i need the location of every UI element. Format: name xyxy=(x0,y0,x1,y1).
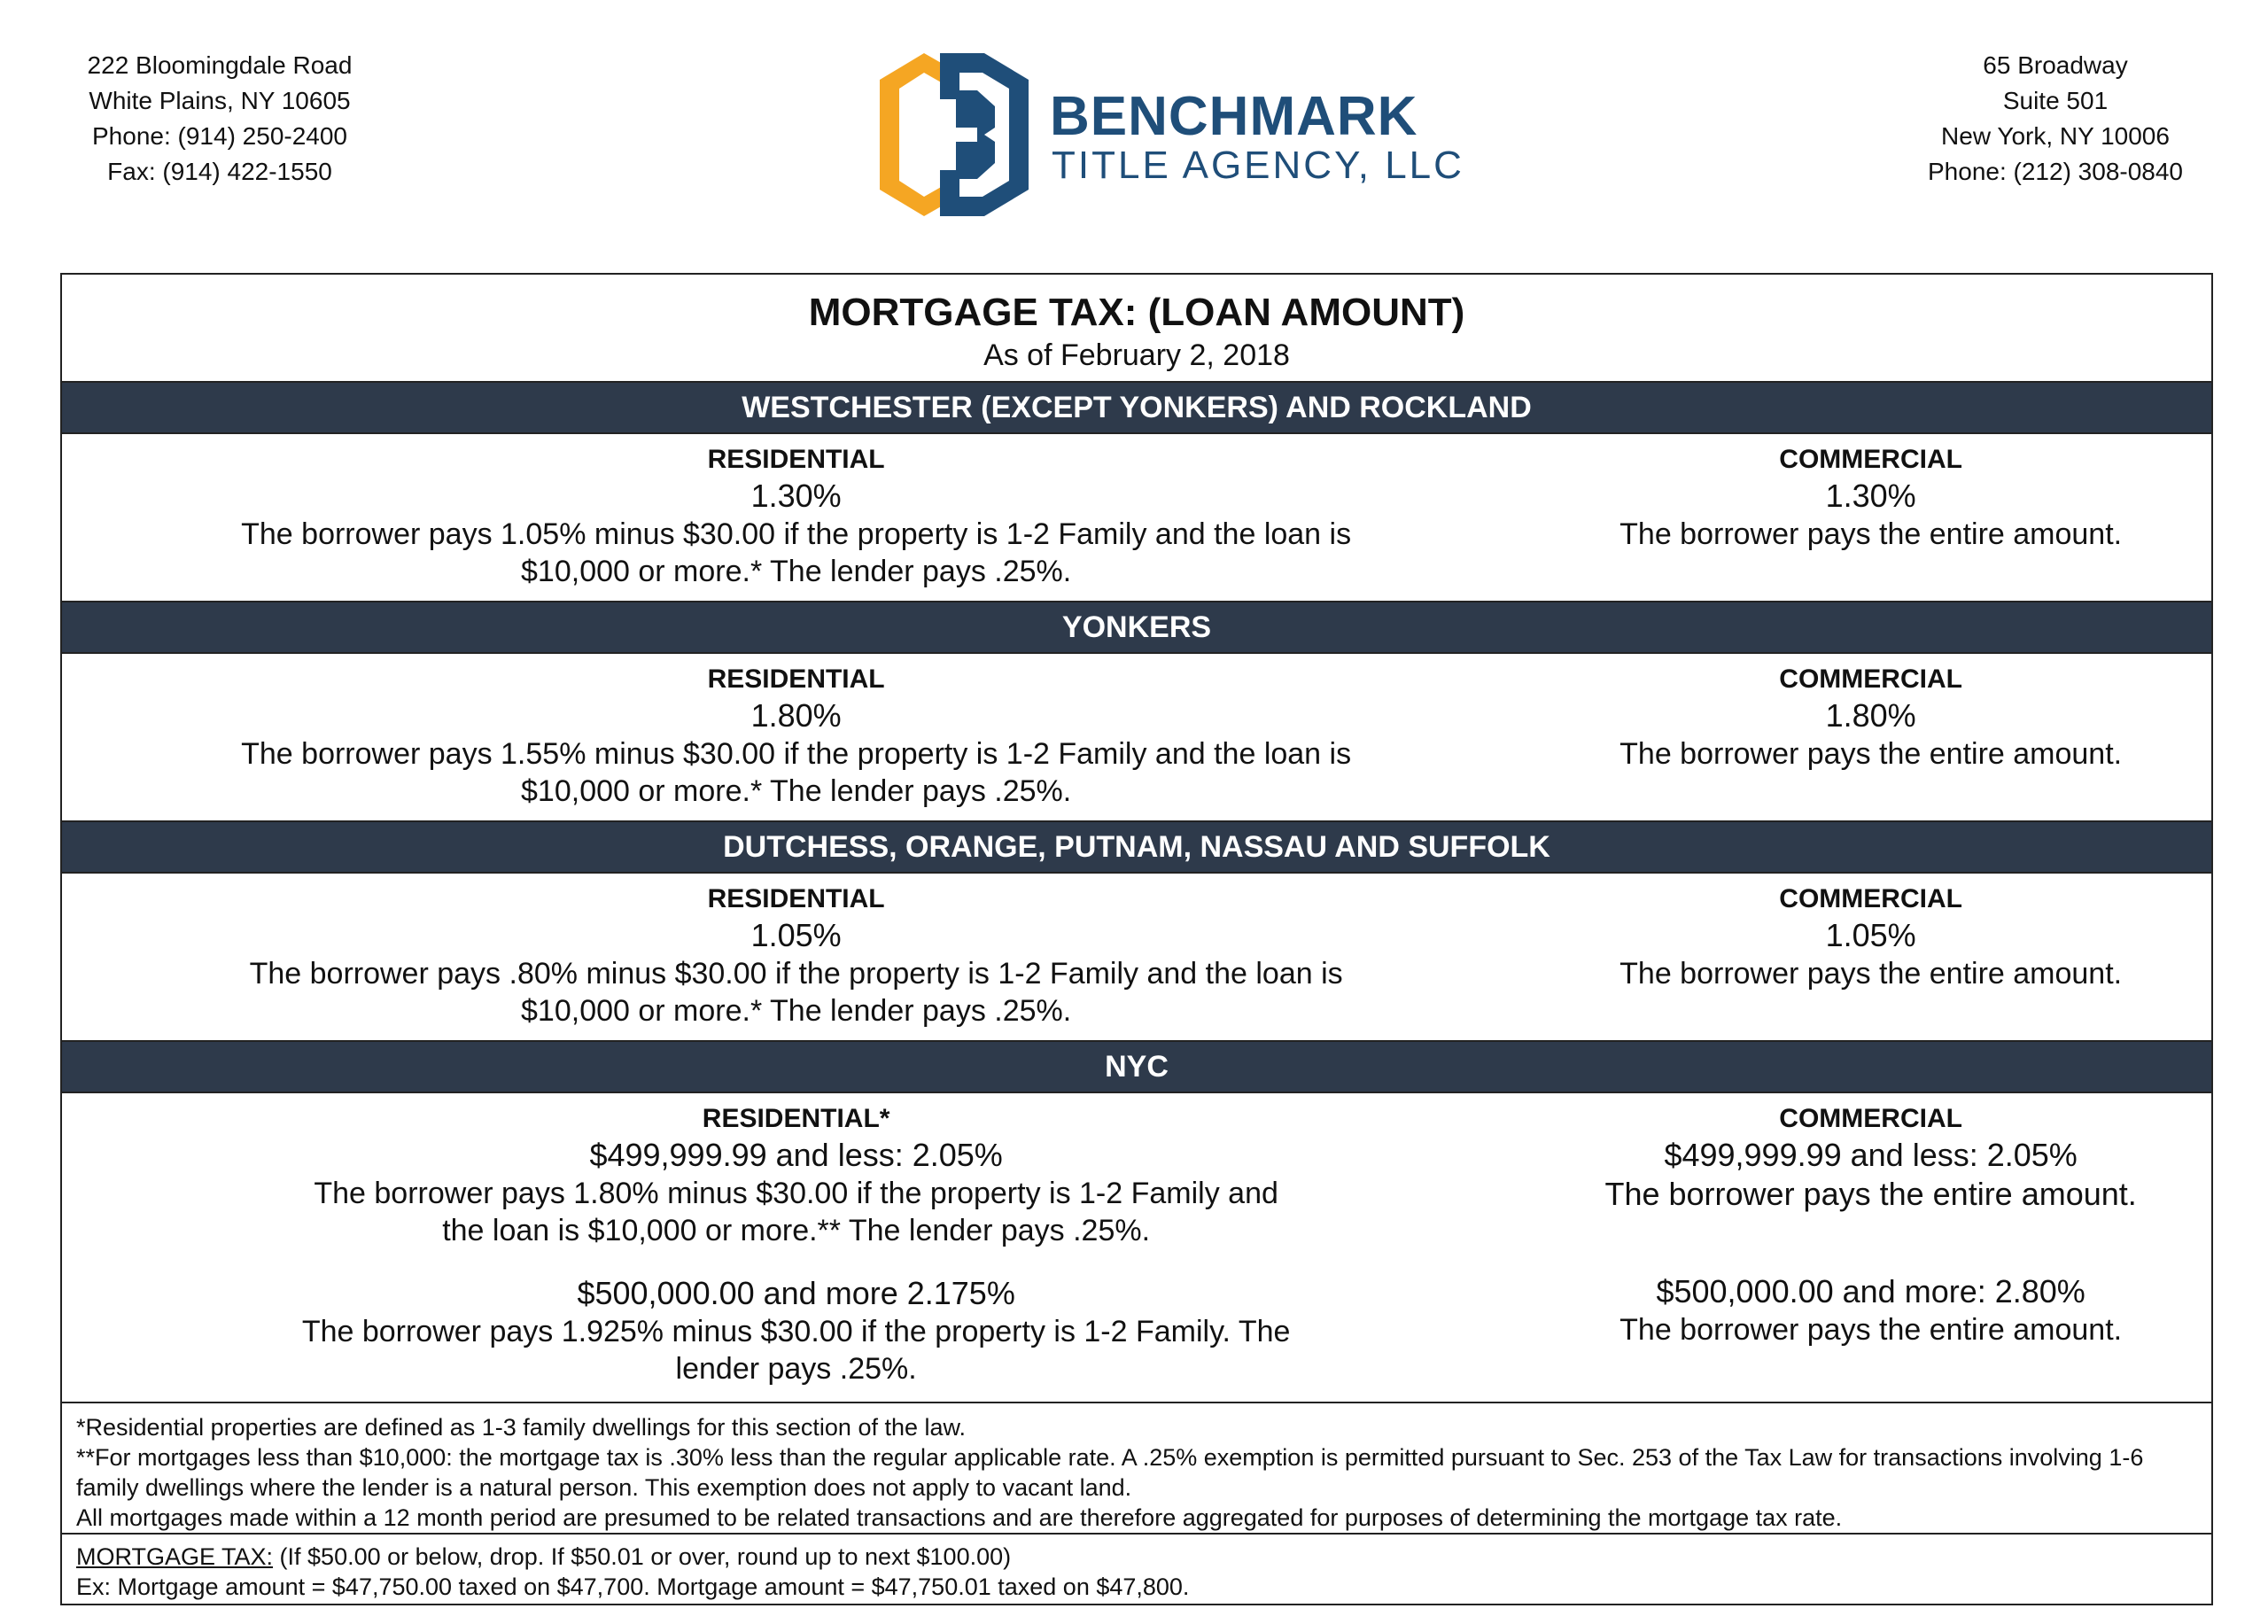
commercial-tier1-rate: $499,999.99 and less: 2.05% xyxy=(1664,1137,2078,1173)
residential-tier2-description: The borrower pays 1.925% minus $30.00 if the property is 1-2 Family. The lender pays .25%. xyxy=(301,1315,1291,1386)
address-line: New York, NY 10006 xyxy=(1941,122,2170,150)
address-line: 222 Bloomingdale Road xyxy=(87,51,353,79)
residential-tier1-description: The borrower pays 1.80% minus $30.00 if the property is 1-2 Family and the loan is $10,000 or more.** The lender pays .25%. xyxy=(314,1177,1278,1247)
section-band-nyc: NYC xyxy=(62,1040,2211,1093)
commercial-heading: COMMERCIAL xyxy=(1779,884,1962,913)
rule-example: Ex: Mortgage amount = $47,750.00 taxed on $47,700. Mortgage amount = $47,750.01 taxed on $47,800. xyxy=(76,1573,1190,1600)
phone-line: Phone: (212) 308-0840 xyxy=(1928,158,2183,185)
section-row-yonkers xyxy=(62,654,2211,820)
residential-column xyxy=(62,434,1530,601)
section-band-yonkers: YONKERS xyxy=(62,601,2211,654)
commercial-column xyxy=(1530,434,2211,601)
footnote: All mortgages made within a 12 month period are presumed to be related transactions and are therefore aggregated for purposes of determining the mortgage tax rate. xyxy=(76,1504,1843,1531)
residential-description: The borrower pays 1.05% minus $30.00 if the property is 1-2 Family and the loan is $10,000 or more.* The lender pays .25%. xyxy=(241,517,1352,588)
commercial-rate: 1.05% xyxy=(1825,917,1916,953)
logo-subtitle: TITLE AGENCY, LLC xyxy=(1052,144,1464,187)
residential-rate: 1.05% xyxy=(750,917,842,953)
residential-description: The borrower pays 1.55% minus $30.00 if the property is 1-2 Family and the loan is $10,000 or more.* The lender pays .25%. xyxy=(241,737,1352,808)
address-line: Suite 501 xyxy=(2002,87,2109,114)
commercial-column xyxy=(1530,654,2211,820)
residential-column xyxy=(62,654,1530,820)
as-of-date: As of February 2, 2018 xyxy=(983,338,1290,372)
residential-column xyxy=(62,874,1530,1040)
commercial-tier1-description: The borrower pays the entire amount. xyxy=(1604,1176,2137,1212)
fax-line: Fax: (914) 422-1550 xyxy=(107,158,332,185)
residential-tier2-rate: $500,000.00 and more 2.175% xyxy=(577,1275,1015,1311)
residential-tier1-rate: $499,999.99 and less: 2.05% xyxy=(589,1137,1003,1173)
right-address xyxy=(1896,48,2215,190)
section-row-dutchess xyxy=(62,874,2211,1040)
residential-rate: 1.80% xyxy=(750,697,842,734)
commercial-heading: COMMERCIAL xyxy=(1779,664,1962,694)
commercial-description: The borrower pays the entire amount. xyxy=(1619,737,2123,771)
left-address xyxy=(60,48,379,190)
commercial-description: The borrower pays the entire amount. xyxy=(1619,517,2123,551)
residential-heading: RESIDENTIAL xyxy=(707,884,885,913)
commercial-heading: COMMERCIAL xyxy=(1779,445,1962,474)
commercial-column xyxy=(1530,874,2211,1040)
footnote: **For mortgages less than $10,000: the mortgage tax is .30% less than the regular applicable rate. A .25% exemption is permitted pursuant to Sec. 253 of the Tax Law for transactions involving 1-6 family dwellings where the lender is a natural person. This exemption does not apply to vacant land. xyxy=(76,1444,2144,1501)
company-logo xyxy=(864,46,1464,232)
phone-line: Phone: (914) 250-2400 xyxy=(92,122,347,150)
footnote: *Residential properties are defined as 1-3 family dwellings for this section of the law. xyxy=(76,1414,967,1441)
address-line: White Plains, NY 10605 xyxy=(89,87,351,114)
commercial-description: The borrower pays the entire amount. xyxy=(1619,957,2123,991)
logo-name: BENCHMARK xyxy=(1050,86,1418,147)
commercial-tier2-rate: $500,000.00 and more: 2.80% xyxy=(1656,1273,2085,1309)
mortgage-tax-sheet xyxy=(60,273,2213,1605)
commercial-column xyxy=(1530,1093,2211,1402)
residential-heading: RESIDENTIAL xyxy=(707,445,885,474)
section-band-westchester: WESTCHESTER (EXCEPT YONKERS) AND ROCKLAND xyxy=(62,381,2211,434)
commercial-rate: 1.30% xyxy=(1825,478,1916,514)
commercial-tier2-description: The borrower pays the entire amount. xyxy=(1619,1313,2123,1347)
commercial-rate: 1.80% xyxy=(1825,697,1916,734)
commercial-heading: COMMERCIAL xyxy=(1779,1104,1962,1133)
benchmark-logo-icon xyxy=(871,46,1039,223)
rule-text: (If $50.00 or below, drop. If $50.01 or over, round up to next $100.00) xyxy=(273,1543,1012,1570)
section-row-nyc xyxy=(62,1093,2211,1402)
title-block xyxy=(62,275,2211,381)
residential-rate: 1.30% xyxy=(750,478,842,514)
section-band-dutchess: DUTCHESS, ORANGE, PUTNAM, NASSAU AND SUFFOLK xyxy=(62,820,2211,874)
rounding-rule xyxy=(62,1533,2211,1609)
residential-heading: RESIDENTIAL xyxy=(707,664,885,694)
section-row-westchester xyxy=(62,434,2211,601)
residential-description: The borrower pays .80% minus $30.00 if the property is 1-2 Family and the loan is $10,000 or more.* The lender pays .25%. xyxy=(249,957,1343,1028)
footnotes xyxy=(62,1402,2211,1533)
address-line: 65 Broadway xyxy=(1983,51,2128,79)
residential-column xyxy=(62,1093,1530,1402)
residential-heading: RESIDENTIAL* xyxy=(702,1104,890,1133)
page-title: MORTGAGE TAX: (LOAN AMOUNT) xyxy=(808,291,1465,334)
rule-label: MORTGAGE TAX: xyxy=(76,1543,274,1570)
